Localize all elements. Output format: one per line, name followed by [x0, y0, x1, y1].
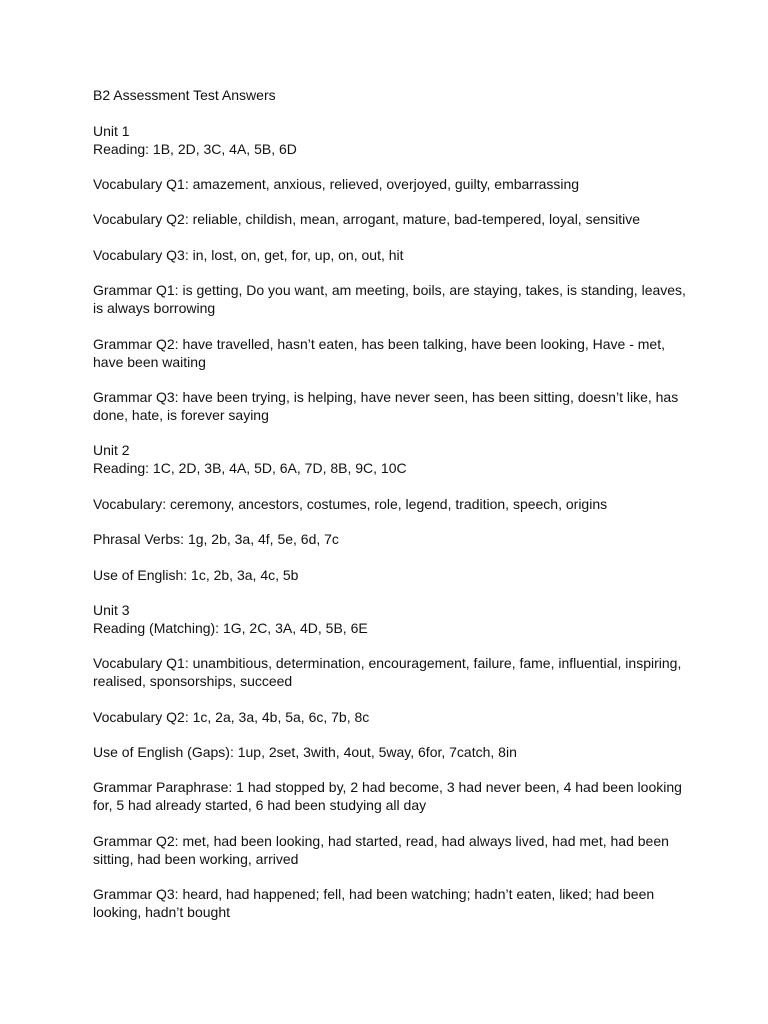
spacer [93, 477, 693, 494]
unit3-use-of-english: Use of English (Gaps): 1up, 2set, 3with, 4out, 5way, 6for, 7catch, 8in [93, 744, 517, 761]
spacer [93, 193, 693, 210]
spacer [93, 158, 693, 175]
unit2-vocabulary: Vocabulary: ceremony, ancestors, costumes, role, legend, tradition, speech, origins [93, 495, 608, 512]
spacer [93, 761, 693, 778]
unit1-reading: Reading: 1B, 2D, 3C, 4A, 5B, 6D [93, 140, 297, 157]
spacer [93, 317, 693, 334]
unit3-grammar-paraphrase: Grammar Paraphrase: 1 had stopped by, 2 had become, 3 had never been, 4 had been looking for, 5 had already started, 6 had been studying all day [93, 779, 682, 814]
unit1-heading: Unit 1 [93, 122, 130, 139]
spacer [93, 690, 693, 707]
spacer [93, 424, 693, 441]
spacer [93, 228, 693, 245]
spacer [93, 264, 693, 281]
unit3-grammar-q3: Grammar Q3: heard, had happened; fell, had been watching; hadn’t eaten, liked; had been looking, hadn’t bought [93, 886, 655, 921]
spacer [93, 584, 693, 601]
unit1-grammar-q3: Grammar Q3: have been trying, is helping, have never seen, has been sitting, doesn’t like, has done, hate, is forever saying [93, 388, 679, 423]
unit2-use-of-english: Use of English: 1c, 2b, 3a, 4c, 5b [93, 566, 299, 583]
unit2-reading: Reading: 1C, 2D, 3B, 4A, 5D, 6A, 7D, 8B, 9C, 10C [93, 460, 407, 477]
spacer [93, 814, 693, 831]
unit3-vocab-q1: Vocabulary Q1: unambitious, determination, encouragement, failure, fame, influential, inspiring, realised, sponsorships, succeed [93, 655, 682, 690]
unit2-phrasal-verbs: Phrasal Verbs: 1g, 2b, 3a, 4f, 5e, 6d, 7c [93, 531, 339, 548]
unit3-grammar-q2: Grammar Q2: met, had been looking, had started, read, had always lived, had met, had been sitting, had been working, arrived [93, 832, 669, 867]
document-page [93, 86, 693, 921]
unit1-grammar-q2: Grammar Q2: have travelled, hasn’t eaten, has been talking, have been looking, Have - met, have been waiting [93, 335, 665, 370]
unit1-vocab-q3: Vocabulary Q3: in, lost, on, get, for, up, on, out, hit [93, 246, 404, 263]
spacer [93, 371, 693, 388]
unit1-grammar-q1: Grammar Q1: is getting, Do you want, am meeting, boils, are staying, takes, is standing, leaves, is always borrowing [93, 282, 686, 317]
spacer [93, 726, 693, 743]
unit3-vocab-q2: Vocabulary Q2: 1c, 2a, 3a, 4b, 5a, 6c, 7b, 8c [93, 708, 370, 725]
spacer [93, 868, 693, 885]
unit2-heading: Unit 2 [93, 442, 130, 459]
unit3-reading: Reading (Matching): 1G, 2C, 3A, 4D, 5B, 6E [93, 619, 368, 636]
spacer [93, 637, 693, 654]
unit1-vocab-q1: Vocabulary Q1: amazement, anxious, relieved, overjoyed, guilty, embarrassing [93, 175, 580, 192]
unit3-heading: Unit 3 [93, 601, 130, 618]
spacer [93, 548, 693, 565]
spacer [93, 513, 693, 530]
document-title: B2 Assessment Test Answers [93, 87, 276, 103]
unit1-vocab-q2: Vocabulary Q2: reliable, childish, mean, arrogant, mature, bad-tempered, loyal, sensitive [93, 211, 641, 228]
